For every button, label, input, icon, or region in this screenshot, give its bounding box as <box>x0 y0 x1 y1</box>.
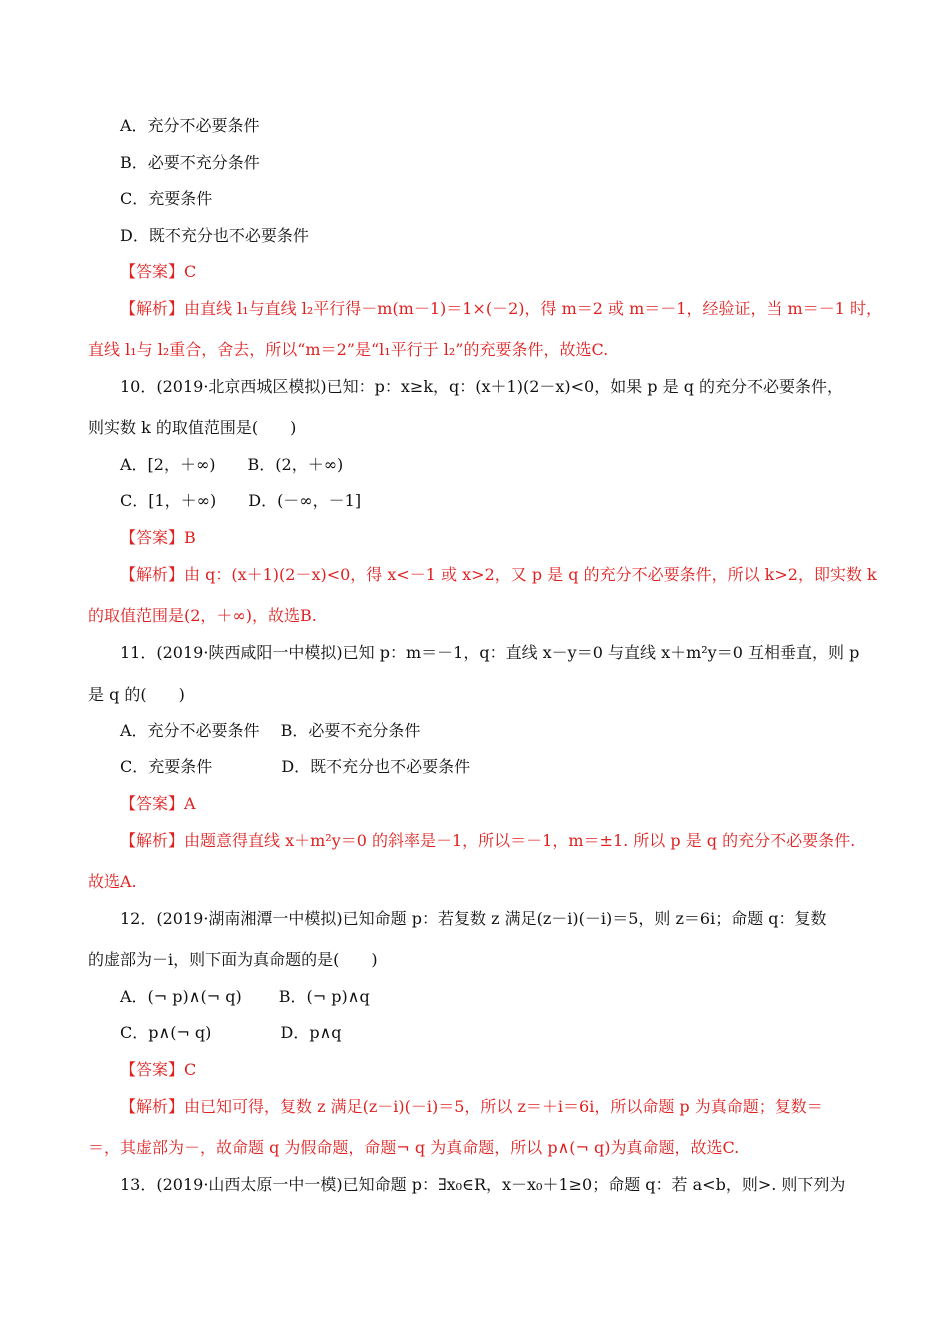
q10-options-row2: C．[1，＋∞) D．(－∞，－1] <box>120 491 362 510</box>
q10-stem-line1: 10．(2019·北京西城区模拟)已知：p：x≥k，q：(x＋1)(2－x)<0，如果 p 是 q 的充分不必要条件， <box>120 377 844 396</box>
q10-analysis-line2: 的取值范围是(2，＋∞)，故选B. <box>88 606 317 625</box>
q10-answer: 【答案】B <box>120 528 196 547</box>
q11-stem-line2: 是 q 的( ) <box>88 685 185 704</box>
q9-answer: 【答案】C <box>120 262 197 281</box>
q10-options-row1: A．[2，＋∞) B．(2，＋∞) <box>120 455 344 474</box>
q9-option-c: C．充要条件 <box>120 189 213 208</box>
q9-analysis-line2: 直线 l₁与 l₂重合，舍去，所以“m＝2”是“l₁平行于 l₂”的充要条件，故选C. <box>88 340 609 359</box>
q11-analysis-line1: 【解析】由题意得直线 x＋m²y＝0 的斜率是－1，所以＝－1，m＝±1. 所以 p 是 q 的充分不必要条件. <box>120 831 856 850</box>
q12-answer: 【答案】C <box>120 1060 197 1079</box>
q12-analysis-line2: ＝，其虚部为－，故命题 q 为假命题，命题¬ q 为真命题，所以 p∧(¬ q)为真命题，故选C. <box>88 1138 740 1157</box>
q12-stem-line1: 12．(2019·湖南湘潭一中模拟)已知命题 p：若复数 z 满足(z－i)(－i)＝5，则 z＝6i；命题 q：复数 <box>120 909 827 928</box>
q10-analysis-line1: 【解析】由 q：(x＋1)(2－x)<0，得 x<－1 或 x>2，又 p 是 q 的充分不必要条件，所以 k>2，即实数 k <box>120 565 877 584</box>
q9-option-d: D．既不充分也不必要条件 <box>120 226 309 245</box>
q12-options-row1: A．(¬ p)∧(¬ q) B．(¬ p)∧q <box>120 987 370 1006</box>
q11-answer: 【答案】A <box>120 794 196 813</box>
q12-stem-line2: 的虚部为－i，则下面为真命题的是( ) <box>88 950 378 969</box>
q9-option-a: A．充分不必要条件 <box>120 116 260 135</box>
q13-stem-line1: 13．(2019·山西太原一中一模)已知命题 p：∃x₀∈R，x－x₀＋1≥0；命题 q：若 a<b，则>. 则下列为 <box>120 1175 846 1194</box>
q12-analysis-line1: 【解析】由已知可得，复数 z 满足(z－i)(－i)＝5，所以 z＝＋i＝6i，所以命题 p 为真命题；复数＝ <box>120 1097 823 1116</box>
q9-option-b: B．必要不充分条件 <box>120 153 260 172</box>
q11-stem-line1: 11．(2019·陕西咸阳一中模拟)已知 p：m＝－1，q：直线 x－y＝0 与直线 x＋m²y＝0 互相垂直，则 p <box>120 643 860 662</box>
q12-options-row2: C．p∧(¬ q) D．p∧q <box>120 1023 342 1042</box>
q11-options-row1: A．充分不必要条件 B．必要不充分条件 <box>120 721 421 740</box>
q11-options-row2: C．充要条件 D．既不充分也不必要条件 <box>120 757 471 776</box>
q9-analysis-line1: 【解析】由直线 l₁与直线 l₂平行得－m(m－1)＝1×(－2)，得 m＝2 或 m＝－1，经验证，当 m＝－1 时， <box>120 299 882 318</box>
q11-analysis-line2: 故选A. <box>88 872 137 891</box>
q10-stem-line2: 则实数 k 的取值范围是( ) <box>88 418 297 437</box>
